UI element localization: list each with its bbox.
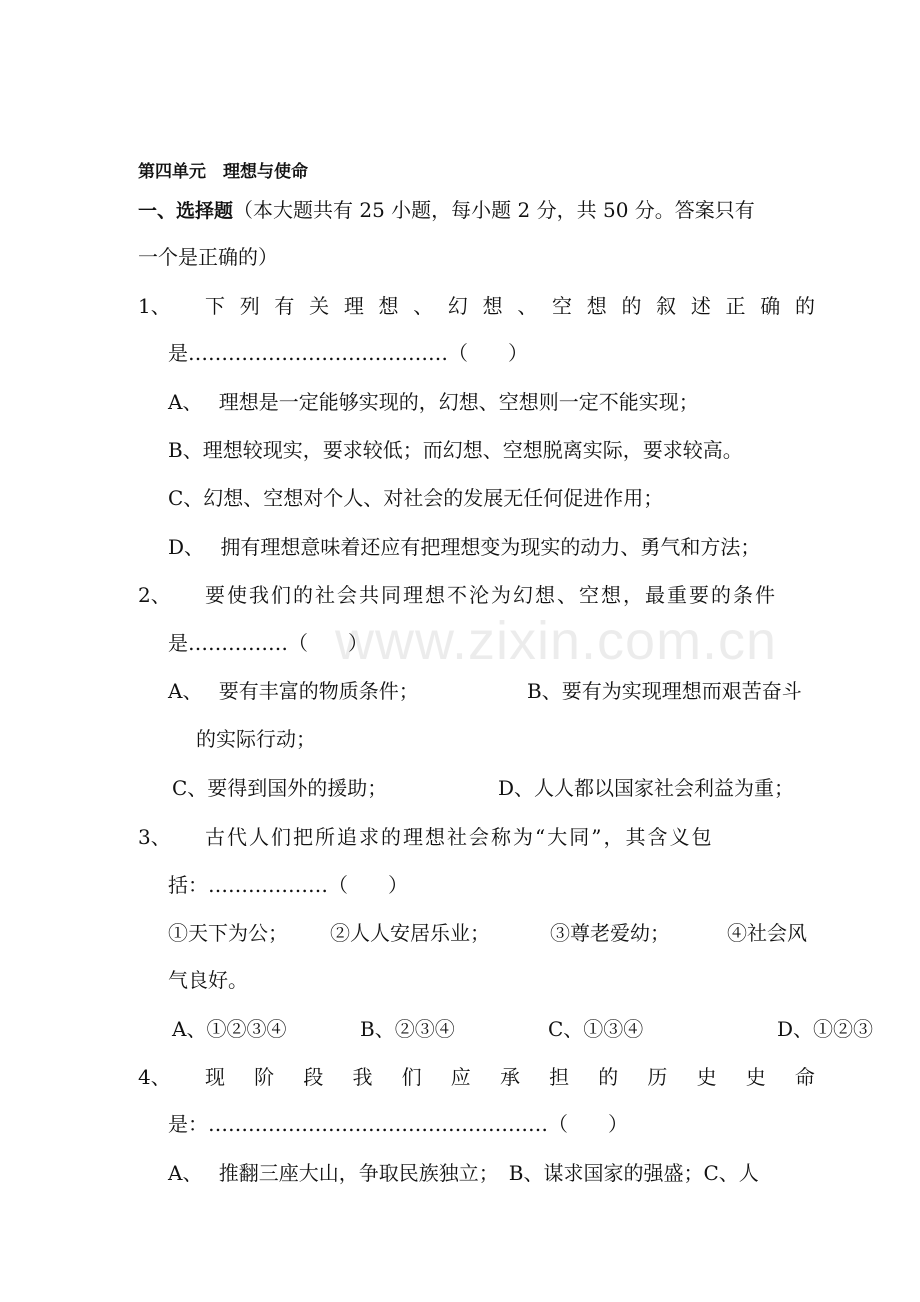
stem-char: 阶 <box>254 1065 275 1089</box>
q2-option-b-cont: 的实际行动； <box>196 727 316 751</box>
q3-option-d: D、①②③ <box>777 1017 874 1041</box>
stem-char: 理 <box>343 294 364 318</box>
stem-char: 想 <box>482 294 503 318</box>
watermark-text: www.zixin.com.cn <box>335 611 778 671</box>
q2-option-c: C、要得到国外的援助； <box>172 776 388 800</box>
stem-char: 历 <box>647 1065 668 1089</box>
q1-option-d: D、 拥有理想意味着还应有把理想变为现实的动力、勇气和方法； <box>168 535 761 559</box>
stem-char: 史 <box>745 1065 766 1089</box>
stem-char: 空 <box>552 294 573 318</box>
q3-item-2: ②人人安居乐业； <box>330 921 490 945</box>
q1-option-a: A、 理想是一定能够实现的，幻想、空想则一定不能实现； <box>168 390 699 414</box>
unit-title: 第四单元 理想与使命 <box>138 162 308 182</box>
q4-stem <box>205 1065 815 1089</box>
stem-char: 关 <box>309 294 330 318</box>
section-heading-line <box>138 198 755 223</box>
stem-char: 命 <box>794 1065 815 1089</box>
q1-stem-cont: 是…………………………………（ ） <box>168 341 528 365</box>
q1-number: 1、 <box>138 294 171 318</box>
stem-char: 下 <box>205 294 225 318</box>
stem-char: 我 <box>352 1065 373 1089</box>
section-note: （本大题共有 25 小题，每小题 2 分，共 50 分。答案只有 <box>233 198 755 222</box>
stem-char: 担 <box>549 1065 570 1089</box>
q4-number: 4、 <box>138 1065 171 1089</box>
q4-options: A、 推翻三座大山，争取民族独立； B、谋求国家的强盛；C、人 <box>168 1161 759 1185</box>
q2-number: 2、 <box>138 583 171 607</box>
q2-option-d: D、人人都以国家社会利益为重； <box>498 776 795 800</box>
q3-stem: 古代人们把所追求的理想社会称为“大同”，其含义包 <box>205 825 714 849</box>
q3-number: 3、 <box>138 825 171 849</box>
q3-option-b: B、②③④ <box>360 1017 455 1041</box>
q3-item-4-cont: 气良好。 <box>168 968 248 992</box>
q2-option-b: B、要有为实现理想而艰苦奋斗 <box>527 679 802 703</box>
q4-stem-cont: 是：……………………………………………（ ） <box>168 1112 628 1136</box>
q1-option-b: B、理想较现实，要求较低；而幻想、空想脱离实际，要求较高。 <box>168 438 743 462</box>
stem-char: 想 <box>586 294 607 318</box>
stem-char: 、 <box>413 294 434 318</box>
stem-char: 的 <box>794 294 815 318</box>
stem-char: 叙 <box>656 294 677 318</box>
q3-stem-cont: 括：………………（ ） <box>168 873 408 897</box>
q1-stem <box>205 294 815 318</box>
stem-char: 史 <box>696 1065 717 1089</box>
stem-char: 确 <box>760 294 781 318</box>
q3-item-4: ④社会风 <box>727 921 807 945</box>
stem-char: 、 <box>517 294 538 318</box>
q2-stem-cont: 是……………（ ） <box>168 631 368 655</box>
q3-option-c: C、①③④ <box>548 1017 644 1041</box>
stem-char: 的 <box>621 294 642 318</box>
section-note-cont: 一个是正确的） <box>138 245 278 269</box>
stem-char: 段 <box>303 1065 324 1089</box>
stem-char: 述 <box>690 294 711 318</box>
stem-char: 幻 <box>447 294 468 318</box>
stem-char: 有 <box>274 294 295 318</box>
q2-option-a: A、 要有丰富的物质条件； <box>168 679 419 703</box>
stem-char: 应 <box>450 1065 471 1089</box>
stem-char: 们 <box>401 1065 422 1089</box>
section-heading: 一、选择题 <box>138 200 234 222</box>
stem-char: 想 <box>378 294 399 318</box>
stem-char: 列 <box>239 294 260 318</box>
q3-item-1: ①天下为公； <box>168 921 288 945</box>
stem-char: 承 <box>499 1065 520 1089</box>
q1-option-c: C、幻想、空想对个人、对社会的发展无任何促进作用； <box>168 486 664 510</box>
stem-char: 的 <box>598 1065 619 1089</box>
q2-stem: 要使我们的社会共同理想不沦为幻想、空想，最重要的条件 <box>205 583 777 607</box>
stem-char: 正 <box>725 294 746 318</box>
stem-char: 现 <box>205 1065 225 1089</box>
q3-item-3: ③尊老爱幼； <box>550 921 670 945</box>
q3-option-a: A、①②③④ <box>172 1017 287 1041</box>
